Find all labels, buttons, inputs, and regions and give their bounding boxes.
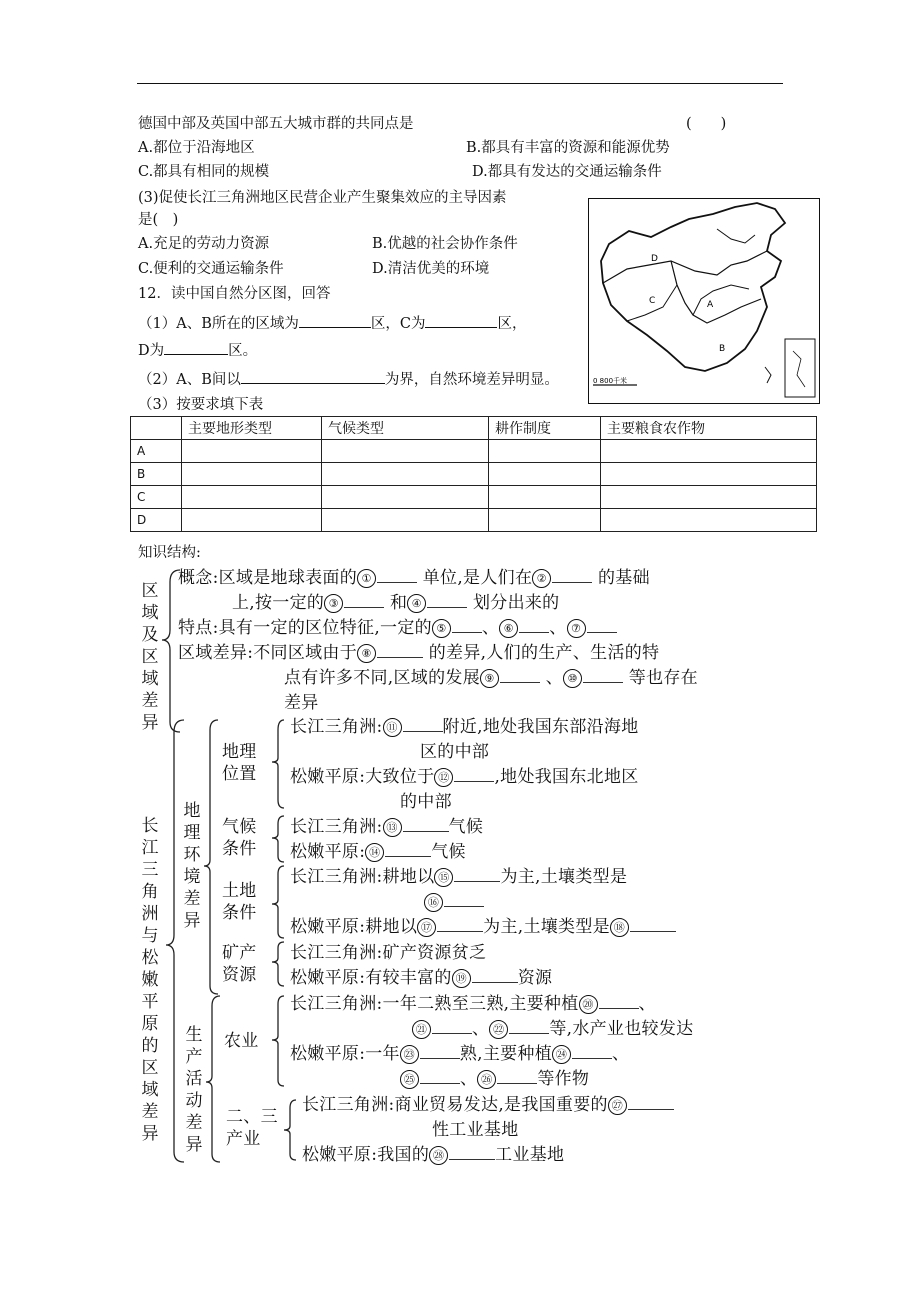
agriculture-label: 农业: [224, 1031, 259, 1051]
q12-part1: （1）A、B所在的区域为 区，C为 区，: [138, 313, 526, 334]
industry-label: 二、三产业: [226, 1107, 278, 1149]
concept-line1: 概念:区域是地球表面的 ① 单位,是人们在 ② 的基础: [178, 568, 650, 588]
land-label: 土地条件: [222, 881, 257, 923]
industry-cj: 长江三角洲:商业贸易发达,是我国重要的 ㉗: [302, 1094, 674, 1116]
q3-line2: 是( ): [138, 212, 179, 228]
option-b: B.都具有丰富的资源和能源优势: [466, 140, 670, 156]
mineral-cj: 长江三角洲:矿产资源贫乏: [290, 943, 487, 963]
difference-line2: 点有许多不同,区域的发展 ⑨ 、 ⑩ 等也存在: [284, 668, 698, 688]
difference-line3: 差异: [284, 693, 319, 713]
position-label: 地理位置: [222, 742, 257, 784]
section2-label: 长江三角洲与松嫩平原的区域差异: [141, 816, 159, 1144]
map-label-a: A: [707, 300, 714, 310]
agriculture-sn: 松嫩平原:一年 ㉓ 熟,主要种植 ㉔ 、: [290, 1044, 630, 1064]
q12-part3: （3）按要求填下表: [138, 397, 264, 413]
environment-label: 地理环境差异: [183, 801, 201, 931]
map-label-b: B: [719, 344, 726, 354]
table-header-cell: 气候类型: [322, 417, 489, 440]
row-label: A: [131, 440, 182, 463]
agriculture-sn-cont: ㉕ 、 ㉖ 等作物: [400, 1068, 589, 1090]
table-header-cell: 主要地形类型: [182, 417, 322, 440]
option-c: C.都具有相同的规模: [138, 164, 270, 180]
q12-part1-d: D为 区。: [138, 340, 257, 361]
q3-option-c: C.便利的交通运输条件: [138, 261, 284, 277]
position-cj-cont: 区的中部: [420, 742, 490, 762]
position-sn: 松嫩平原:大致位于 ⑫ ,地处我国东北地区: [290, 767, 639, 787]
q12-title: 12．读中国自然分区图，回答: [138, 286, 331, 302]
position-cj: 长江三角洲: ⑪ 附近,地处我国东部沿海地: [290, 717, 639, 737]
option-d: D.都具有发达的交通运输条件: [472, 164, 662, 180]
climate-cj: 长江三角洲: ⑬ 气候: [290, 817, 484, 837]
land-cj-cont: ⑯: [424, 891, 484, 913]
climate-label: 气候条件: [222, 817, 257, 859]
industry-sn: 松嫩平原:我国的 ㉘ 工业基地: [302, 1145, 565, 1165]
q3-option-b: B.优越的社会协作条件: [372, 236, 518, 252]
position-sn-cont: 的中部: [400, 792, 452, 812]
mineral-sn: 松嫩平原:有较丰富的 ⑲ 资源: [290, 968, 553, 988]
question-header: 德国中部及英国中部五大城市群的共同点是: [138, 116, 414, 132]
map-label-c: C: [649, 296, 656, 306]
agriculture-cj: 长江三角洲:一年二熟至三熟,主要种植 ⑳ 、: [290, 994, 656, 1014]
row-label: B: [131, 463, 182, 486]
row-label: D: [131, 509, 182, 532]
feature-line: 特点:具有一定的区位特征,一定的 ⑤ 、 ⑥ 、 ⑦: [178, 617, 617, 639]
land-sn: 松嫩平原:耕地以 ⑰ 为主,土壤类型是 ⑱: [290, 916, 676, 938]
row-label: C: [131, 486, 182, 509]
map-scale: 0 800千米: [593, 377, 628, 385]
answer-paren: ( ): [686, 116, 727, 132]
q3-option-d: D.清洁优美的环境: [372, 261, 490, 277]
industry-cj-cont: 性工业基地: [432, 1120, 519, 1140]
difference-line1: 区域差异:不同区域由于 ⑧ 的差异,人们的生产、生活的特: [178, 643, 660, 663]
concept-line2: 上,按一定的 ③ 和 ④ 划分出来的: [232, 593, 560, 613]
mineral-label: 矿产资源: [222, 943, 257, 985]
knowledge-structure-title: 知识结构:: [138, 545, 201, 561]
q3-option-a: A.充足的劳动力资源: [138, 236, 270, 252]
q3-line1: (3)促使长江三角洲地区民营企业产生聚集效应的主导因素: [138, 190, 507, 206]
table-header-cell: 耕作制度: [489, 417, 601, 440]
land-cj: 长江三角洲:耕地以 ⑮ 为主,土壤类型是: [290, 867, 628, 887]
q12-part2: （2）A、B间以 为界，自然环境差异明显。: [138, 369, 559, 390]
table-header-cell: 主要粮食农作物: [601, 417, 817, 440]
map-label-d: D: [651, 254, 658, 264]
section1-label: 区域及区域差异: [141, 581, 159, 733]
agriculture-cj-cont: ㉑ 、 ㉒ 等,水产业也较发达: [412, 1018, 693, 1040]
production-label: 生产活动差异: [185, 1025, 203, 1155]
option-a: A.都位于沿海地区: [138, 140, 255, 156]
climate-sn: 松嫩平原: ⑭ 气候: [290, 842, 466, 862]
